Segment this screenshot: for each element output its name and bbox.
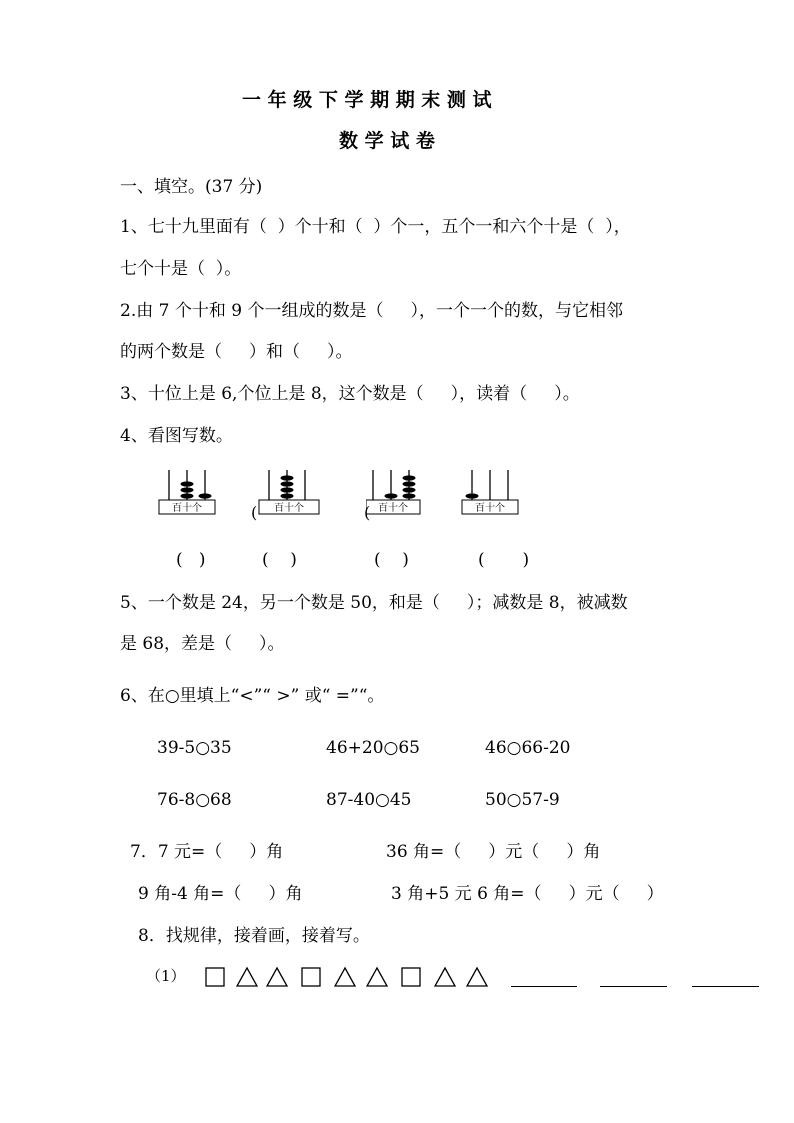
triangle-shape (434, 966, 458, 992)
abacus-1-label: 百十个 (172, 503, 202, 514)
compare-1: 39-5○35 (157, 738, 232, 758)
exam-title: 一 年 级 下 学 期 期 末 测 试 (242, 89, 492, 111)
question-1-line-1: 1、七十九里面有（ ）个十和（ ）个一，五个一和六个十是（ ）， (120, 217, 631, 237)
abacus-1 (156, 468, 226, 518)
abacus-2-label: 百十个 (274, 503, 304, 514)
exam-subtitle: 数 学 试 卷 (339, 130, 435, 152)
question-6-prompt: 6、在○里填上“<”“ >” 或“ =”“。 (120, 686, 385, 706)
question-7-b: 36 角=（ ）元（ ）角 (386, 842, 601, 862)
question-4-prompt: 4、看图写数。 (120, 426, 233, 446)
abacus-answer-1: ( ) (176, 550, 206, 570)
compare-3: 46○66-20 (485, 738, 571, 758)
compare-2: 46+20○65 (326, 738, 420, 758)
question-5-line-1: 5、一个数是 24，另一个数是 50，和是（ ）；减数是 8，被减数 (120, 593, 628, 613)
answer-blank-2[interactable] (600, 986, 667, 987)
abacus-2 (256, 468, 326, 518)
section-heading: 一、填空。(37 分) (120, 177, 263, 197)
square-shape (400, 966, 424, 992)
triangle-shape (266, 966, 290, 992)
compare-5: 87-40○45 (326, 790, 412, 810)
square-shape (204, 966, 228, 992)
stray-paren-1: ( (251, 503, 258, 522)
question-5-line-2: 是 68，差是（ ）。 (120, 634, 285, 654)
question-1-line-2: 七个十是（ ）。 (120, 259, 242, 279)
abacus-answer-2: ( ) (262, 550, 297, 570)
triangle-shape (236, 966, 260, 992)
compare-4: 76-8○68 (157, 790, 232, 810)
stray-paren-2: ( (364, 503, 371, 522)
question-2-line-2: 的两个数是（ ）和（ ）。 (120, 342, 353, 362)
question-8-label: （1） (146, 967, 186, 985)
answer-blank-1[interactable] (511, 986, 577, 987)
abacus-3-label: 百十个 (378, 503, 408, 514)
compare-6: 50○57-9 (485, 790, 560, 810)
triangle-shape (334, 966, 358, 992)
question-8-prompt: 8．找规律，接着画，接着写。 (138, 926, 370, 946)
triangle-shape (366, 966, 390, 992)
square-shape (300, 966, 324, 992)
triangle-shape (466, 966, 490, 992)
question-2-line-1: 2.由 7 个十和 9 个一组成的数是（ ），一个一个的数，与它相邻 (120, 301, 623, 321)
question-7-d: 3 角+5 元 6 角=（ ）元（ ） (391, 884, 664, 904)
answer-blank-3[interactable] (692, 986, 759, 987)
abacus-answer-4: ( ) (478, 550, 530, 570)
question-3: 3、十位上是 6,个位上是 8，这个数是（ ），读着（ ）。 (120, 384, 580, 404)
abacus-4-label: 百十个 (475, 503, 505, 514)
question-7-c: 9 角-4 角=（ ）角 (138, 884, 303, 904)
abacus-4 (460, 468, 530, 518)
question-7-a: 7．7 元=（ ）角 (130, 842, 284, 862)
abacus-answer-3: ( ) (374, 550, 409, 570)
abacus-3 (366, 468, 436, 518)
